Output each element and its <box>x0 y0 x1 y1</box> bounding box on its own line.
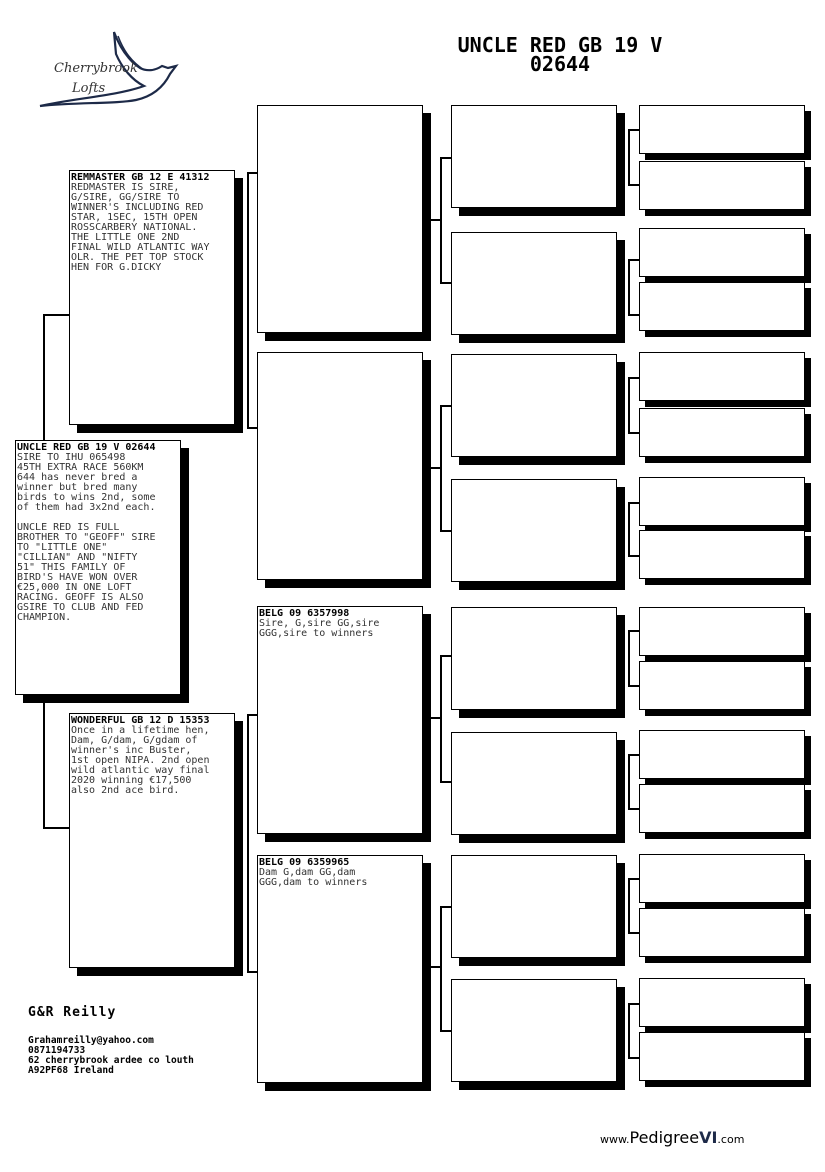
gen3-box-2 <box>257 352 423 580</box>
sire-name: REMMASTER GB 12 E 41312 <box>71 172 210 183</box>
dove-logo-icon <box>36 30 186 108</box>
gen5-box-3 <box>639 228 805 277</box>
gen5-box-7 <box>639 477 805 526</box>
gen4-box-1 <box>451 105 617 208</box>
owner-phone: 0871194733 <box>28 1045 86 1056</box>
subject-bird-notes: SIRE TO IHU 065498 45TH EXTRA RACE 560KM 644 has never bred a winner but bred many birds to wins 2nd, some of them had 3x2nd each. UNCLE RED IS FULL BROTHER TO "GEOFF" SIRE TO "LITTLE ONE" "CILLIAN" AND "NIFTY 51" THIS FAMILY OF BIRD'S HAVE WON OVER €25,000 IN ONE LOFT RACING. GEOFF IS ALSO GSIRE TO CLUB AND FED CHAMPION. <box>17 452 156 623</box>
pedigree-vi-footer-logo: www.PedigreeVI.com <box>600 1128 745 1147</box>
gen5-box-11 <box>639 730 805 779</box>
gen5-box-5 <box>639 352 805 401</box>
gen4-box-7 <box>451 855 617 958</box>
gen4-box-4 <box>451 479 617 582</box>
gen3-box-3 <box>257 606 423 834</box>
cherrybrook-lofts-logo <box>36 30 186 108</box>
title-line-2: 02644 <box>529 52 591 76</box>
gen4-box-2 <box>451 232 617 335</box>
gen5-box-12 <box>639 784 805 833</box>
gen5-box-6 <box>639 408 805 457</box>
gen3-name-3: BELG 09 6357998 <box>259 608 350 619</box>
gen5-box-1 <box>639 105 805 154</box>
pedigree-title <box>430 33 690 76</box>
gen3-box-4 <box>257 855 423 1083</box>
dam-notes: Once in a lifetime hen, Dam, G/dam, G/gdam of winner's inc Buster, 1st open NIPA. 2nd open wild atlantic way final 2020 winning €17,500 also 2nd ace bird. <box>71 725 210 796</box>
gen3-name-4: BELG 09 6359965 <box>259 857 350 868</box>
owner-name: G&R Reilly <box>28 1005 117 1020</box>
gen5-box-8 <box>639 530 805 579</box>
gen5-box-15 <box>639 978 805 1027</box>
gen3-name-1 <box>258 106 422 107</box>
dam-box <box>69 713 235 968</box>
subject-bird-name: UNCLE RED GB 19 V 02644 <box>17 442 156 453</box>
gen5-box-14 <box>639 908 805 957</box>
subject-bird-box <box>15 440 181 695</box>
gen5-box-13 <box>639 854 805 903</box>
owner-email: Grahamreilly@yahoo.com <box>28 1035 154 1046</box>
svg-text:Cherrybrook: Cherrybrook <box>54 61 138 76</box>
gen5-box-16 <box>639 1032 805 1081</box>
gen3-name-2 <box>258 353 422 354</box>
gen4-box-5 <box>451 607 617 710</box>
owner-address: 62 cherrybrook ardee co louth <box>28 1055 194 1066</box>
gen5-box-9 <box>639 607 805 656</box>
gen3-notes-3: Sire, G,sire GG,sire GGG,sire to winners <box>259 618 380 639</box>
title-line-1: UNCLE RED GB 19 V <box>457 33 663 57</box>
sire-box <box>69 170 235 425</box>
svg-text:Lofts: Lofts <box>72 81 106 96</box>
gen5-box-2 <box>639 161 805 210</box>
gen5-box-10 <box>639 661 805 710</box>
gen4-box-6 <box>451 732 617 835</box>
owner-contact <box>28 1036 194 1076</box>
gen4-box-8 <box>451 979 617 1082</box>
dam-name: WONDERFUL GB 12 D 15353 <box>71 715 210 726</box>
gen3-box-1 <box>257 105 423 333</box>
gen3-notes-4: Dam G,dam GG,dam GGG,dam to winners <box>259 867 368 888</box>
sire-notes: REDMASTER IS SIRE, G/SIRE, GG/SIRE TO WINNER'S INCLUDING RED STAR, 1SEC, 15TH OPEN ROSSCARBERY NATIONAL. THE LITTLE ONE 2ND FINAL WILD ATLANTIC WAY OLR. THE PET TOP STOCK HEN FOR G.DICKY <box>71 182 210 273</box>
owner-postcode: A92PF68 Ireland <box>28 1065 114 1076</box>
gen5-box-4 <box>639 282 805 331</box>
gen4-box-3 <box>451 354 617 457</box>
